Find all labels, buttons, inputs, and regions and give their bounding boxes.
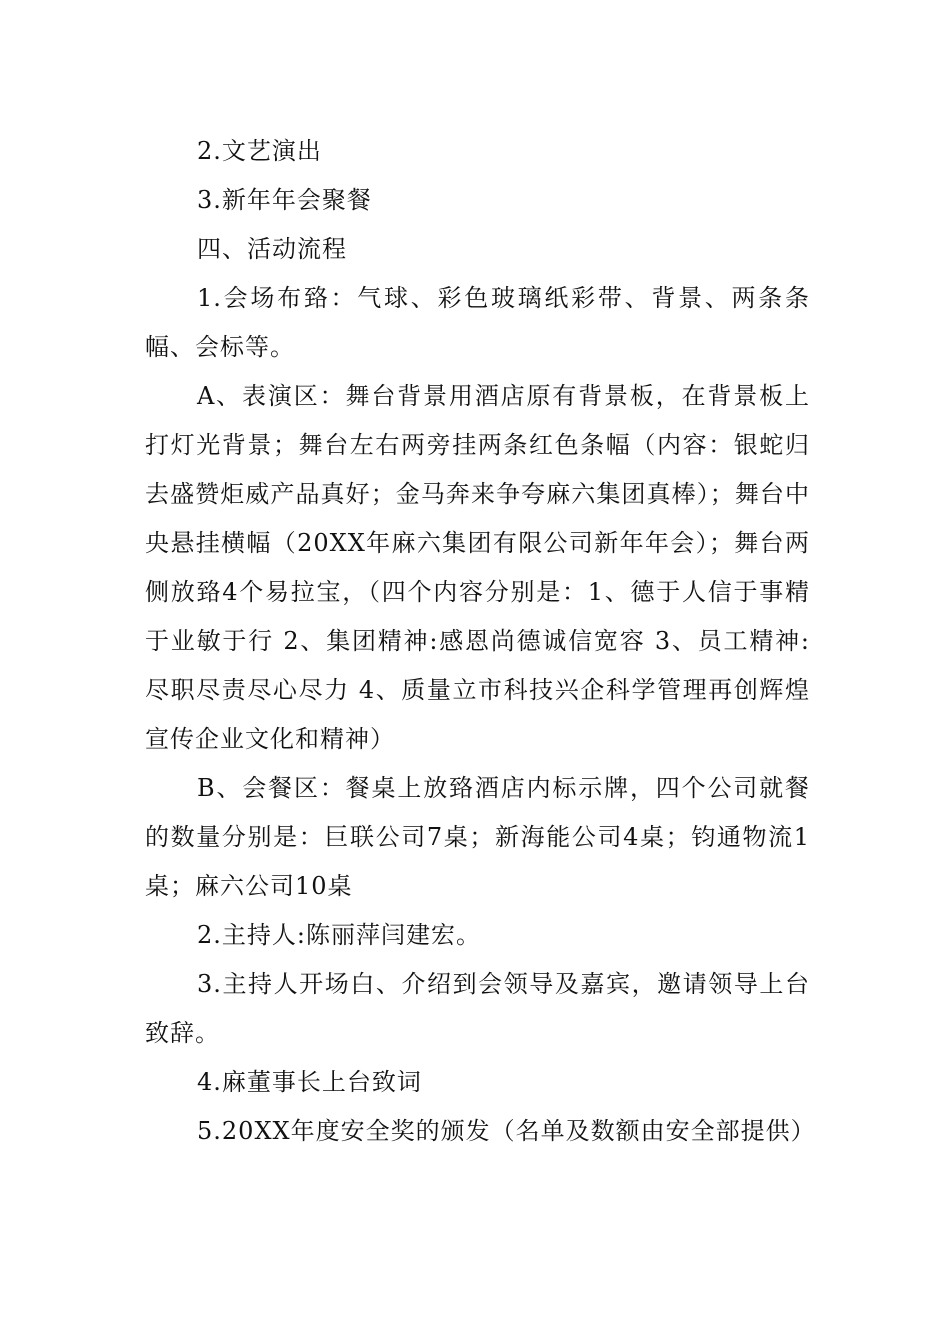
paragraph-safety-award: 5.20XX年度安全奖的颁发（名单及数额由安全部提供） xyxy=(197,1117,816,1145)
section-heading-activity-flow: 四、活动流程 xyxy=(197,235,347,263)
paragraph-venue-decoration: 1.会场布臵：气球、彩色玻璃纸彩带、背景、两条条幅、会标等。 xyxy=(145,284,810,361)
paragraph-performance-area: A、表演区：舞台背景用酒店原有背景板，在背景板上打灯光背景；舞台左右两旁挂两条红色条幅（内容：银蛇归去盛赞炬威产品真好；金马奔来争夸麻六集团真棒）；舞台中央悬挂横幅（20XX年麻六集团有限公司新年年会）；舞台两侧放臵4个易拉宝，（四个内容分别是：1、德于人信于事精于业敏于行 2、集团精神:感恩尚德诚信宽容 3、员工精神:尽职尽责尽心尽力 4、质量立市科技兴企科学管理再创辉煌宣传企业文化和精神） xyxy=(145,382,810,753)
paragraph-hosts: 2.主持人:陈丽萍闫建宏。 xyxy=(197,921,481,949)
paragraph-new-year-dinner: 3.新年年会聚餐 xyxy=(197,186,372,214)
document-body xyxy=(145,127,816,1156)
paragraph-program-performance: 2.文艺演出 xyxy=(197,137,322,165)
paragraph-dining-area: B、会餐区：餐桌上放臵酒店内标示牌，四个公司就餐的数量分别是：巨联公司7桌；新海能公司4桌；钧通物流1桌；麻六公司10桌 xyxy=(145,774,810,900)
paragraph-chairman-speech: 4.麻董事长上台致词 xyxy=(197,1068,422,1096)
paragraph-opening-remarks: 3.主持人开场白、介绍到会领导及嘉宾，邀请领导上台致辞。 xyxy=(145,970,810,1047)
